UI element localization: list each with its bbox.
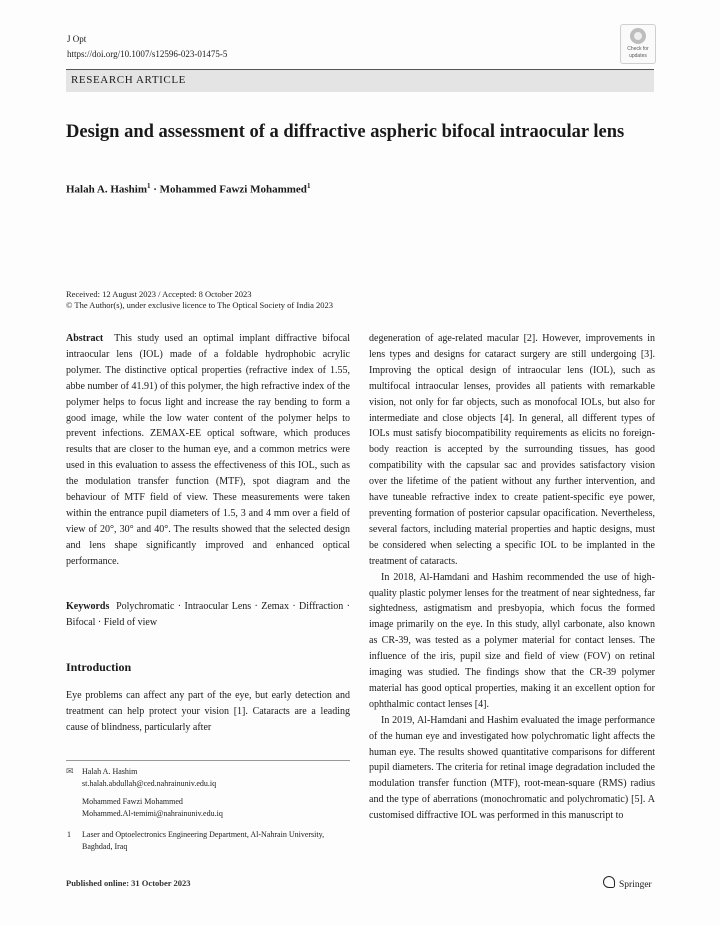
- footnote-divider: [66, 760, 350, 761]
- contact-email[interactable]: st.halah.abdullah@ced.nahrainuniv.edu.iq: [82, 778, 217, 788]
- copyright-line: © The Author(s), under exclusive licence to The Optical Society of India 2023: [66, 300, 333, 310]
- contact-name: Mohammed Fawzi Mohammed: [82, 797, 183, 806]
- check-updates-label-1: Check for: [627, 46, 649, 52]
- contact-email[interactable]: Mohammed.Al-temimi@nahrainuniv.edu.iq: [82, 808, 223, 818]
- keywords-section: [66, 599, 350, 631]
- body-paragraph: In 2018, Al-Hamdani and Hashim recommended the use of high-quality plastic polymer lenses for the treatment of near sightedness, far sightedness, astigmatism and presbyopia, which focus the formed image primarily on the eye. In this study, allyl carbonate, also known as CR-39, was tested as a polymer material for contact lenses. The influence of the iris, pupil size and field of view (FOV) on retinal imaging was studied. The findings show that the CR-39 polymer material has good optical properties, making it an excellent option for ophthalmic contact lenses [4].: [369, 571, 655, 710]
- contact-block: [82, 766, 342, 819]
- abstract-paragraph: [66, 331, 350, 570]
- abstract-text: This study used an optimal implant diffractive bifocal intraocular lens (IOL) made of a foldable hydrophobic acrylic polymer. The distinctive optical properties (refractive index of 1.55, abbe number of 41.91) of this polymer, the high refractive index of the polymer helps to focus light and increase the ray bending to form a good image, while the low water content of the polymer helps to prevent infections. ZEMAX-EE optical software, which produces results that are closer to the human eye, and a common metrics were used in this evaluation to assess the effectiveness of this IOL, such as the modulation transfer function (MTF), spot diagram and the behaviour of MTF field of view. These measurements were taken within the entrance pupil diameters of 1.5, 3 and 4 mm over a field of view of 20°, 30° and 40°. The results showed that the selected design and lens shape significantly improved and enhanced optical performance.: [66, 333, 351, 567]
- abstract-label: Abstract: [66, 333, 104, 344]
- author-name[interactable]: Mohammed Fawzi Mohammed: [159, 183, 307, 196]
- author-list: [66, 182, 310, 196]
- introduction-section: [66, 688, 350, 736]
- introduction-heading: Introduction: [66, 660, 132, 674]
- body-right-column: [369, 331, 655, 824]
- contact-name: Halah A. Hashim: [82, 767, 138, 776]
- contact-mail-icon: [66, 766, 74, 778]
- envelope-icon: ✉: [66, 766, 74, 776]
- published-online-date: Published online: 31 October 2023: [66, 878, 191, 888]
- doi-link[interactable]: https://doi.org/10.1007/s12596-023-01475-5: [67, 49, 228, 59]
- article-type: RESEARCH ARTICLE: [71, 74, 186, 86]
- body-paragraph: In 2019, Al-Hamdani and Hashim evaluated the image performance of the human eye and investigated how polychromatic light affects the human eye. The results showed quantitative comparisons for different pupil diameters. The criteria for retinal image degradation included the modulation transfer function (MTF), root-mean-square (RMS) radius and the type of aberrations (monochromatic and polychromatic) [5]. A customised diffractive IOL was performed in this manuscript to: [369, 714, 655, 822]
- publisher-name: Springer: [619, 880, 652, 890]
- article-title: Design and assessment of a diffractive aspheric bifocal intraocular lens: [66, 122, 625, 142]
- keywords-label: Keywords: [66, 601, 110, 612]
- affiliation-marker: 1: [147, 182, 151, 190]
- introduction-paragraph: Eye problems can affect any part of the eye, but early detection and treatment can help protect your vision [1]. Cataracts are a leading cause of blindness, particularly after: [66, 690, 350, 733]
- received-accepted-dates: Received: 12 August 2023 / Accepted: 8 October 2023: [66, 289, 252, 299]
- keywords-text: Polychromatic · Intraocular Lens · Zemax · Diffraction · Bifocal · Field of view: [66, 601, 351, 628]
- check-updates-label-2: updates: [629, 53, 647, 59]
- affiliation-number: 1: [67, 830, 71, 839]
- journal-name: J Opt: [67, 34, 87, 44]
- affiliation-text: Laser and Optoelectronics Engineering Department, Al-Nahrain University, Baghdad, Iraq: [82, 830, 325, 851]
- abstract-section: [66, 331, 350, 570]
- check-updates-icon: [630, 28, 646, 44]
- springer-horse-icon: [603, 876, 615, 888]
- affiliation-marker: 1: [306, 182, 311, 190]
- keywords-paragraph: [66, 599, 350, 631]
- article-type-band: [66, 69, 654, 92]
- check-for-updates-badge[interactable]: [620, 24, 656, 64]
- author-name[interactable]: Halah A. Hashim: [66, 183, 147, 196]
- body-paragraph: degeneration of age-related macular [2]. However, improvements in lens types and designs for cataract surgery are still undergoing [3]. Improving the optical design of intraocular lens (IOL), such as multifocal intraocular lenses, provides all patients with remarkable vision, not only for far objects, such as monofocal IOLs, but also for intermediate and close objects [4]. In general, all different types of IOLs must satisfy biocompatibility requirements as elicits no foreign-body reaction is accepted by the surrounding tissues, has good compatibility with the capsular sac and provides satisfactory vision over the lifetime of the patient without any further intervention, and have tuneable refractive index to create patient-specific eye power, preventing formation of posterior capsular opacification. Nevertheless, several factors, including material properties and haptic designs, must be considered when selecting a specific IOL to be implanted in the treatment of cataracts.: [369, 333, 655, 567]
- author-separator: ·: [150, 183, 160, 196]
- publisher-logo[interactable]: [603, 876, 652, 890]
